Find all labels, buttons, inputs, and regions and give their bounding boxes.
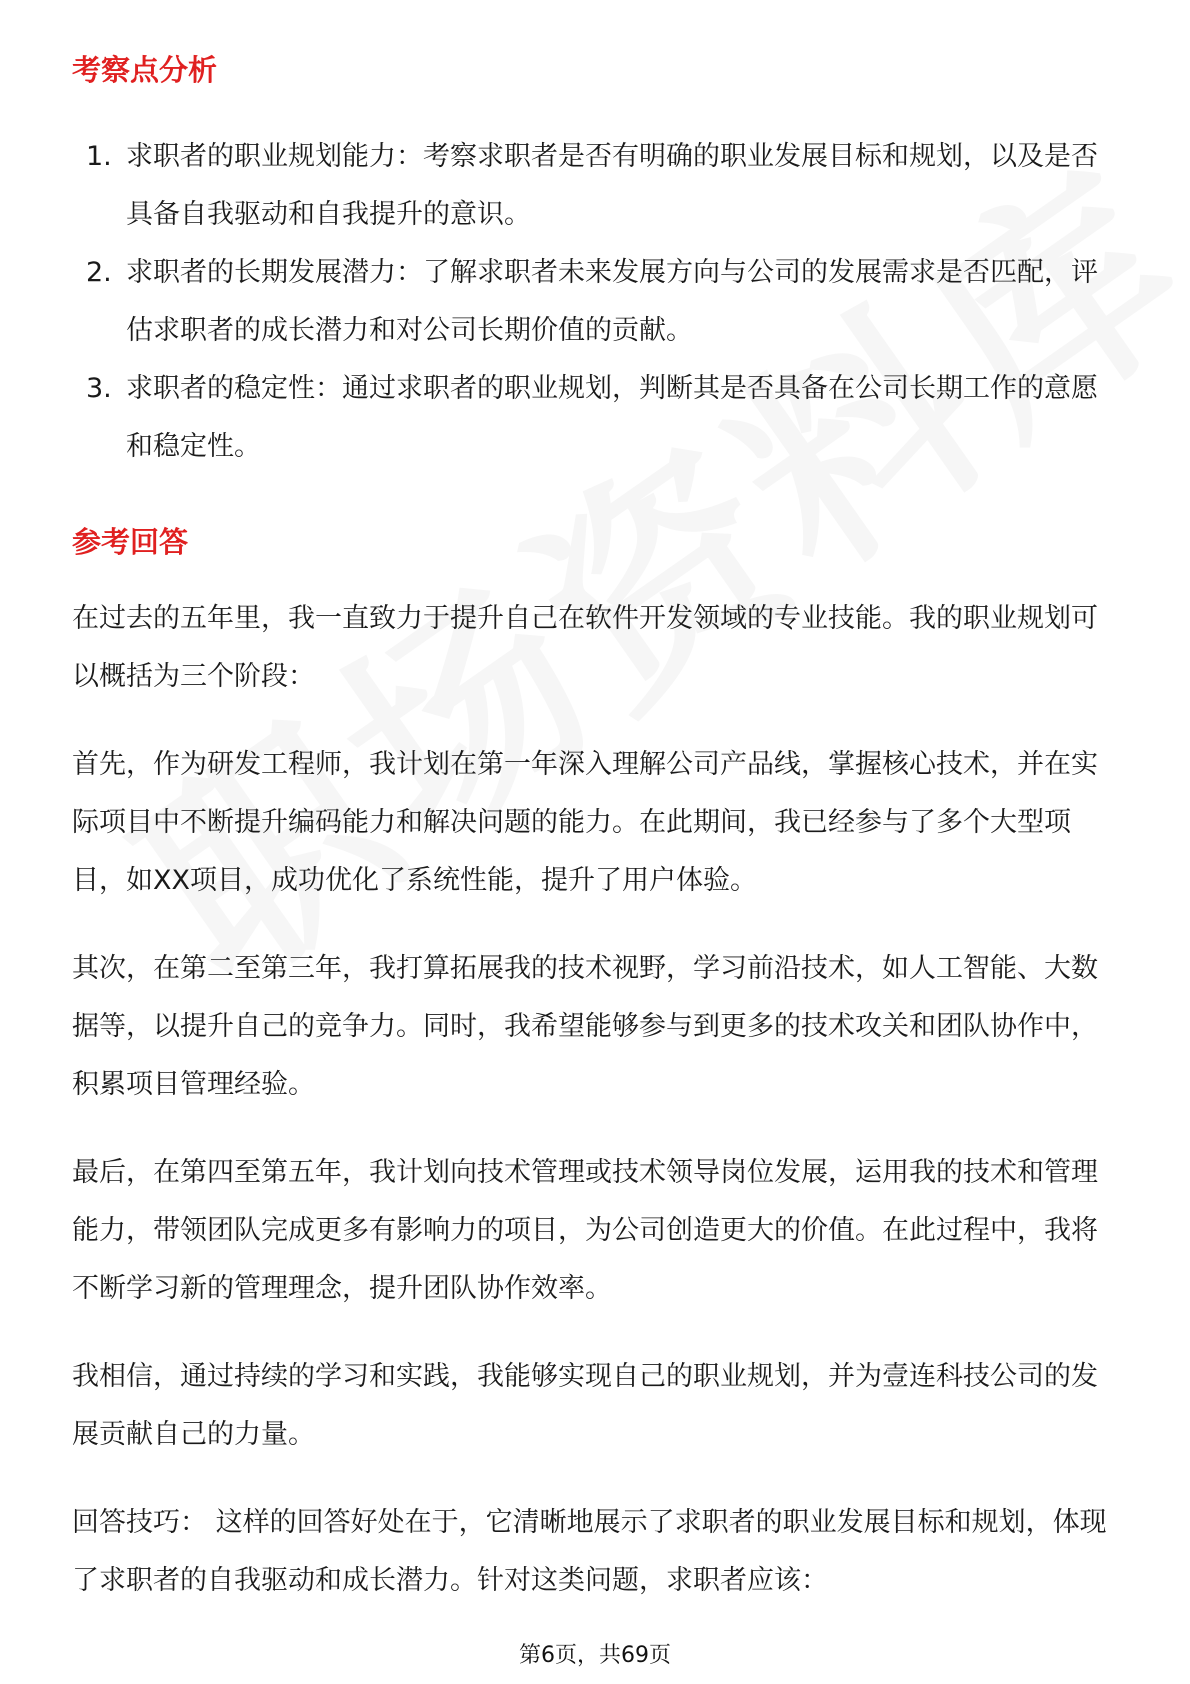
list-number: 2. [86, 257, 112, 288]
analysis-heading: 考察点分析 [72, 53, 218, 87]
list-number: 3. [86, 373, 112, 404]
answer-paragraph: 最后，在第四至第五年，我计划向技术管理或技术领导岗位发展，运用我的技术和管理能力，带领团队完成更多有影响力的项目，为公司创造更大的价值。在此过程中，我将不断学习新的管理理念，提升团队协作效率。 [72, 1157, 1098, 1304]
answer-paragraph: 其次，在第二至第三年，我打算拓展我的技术视野，学习前沿技术，如人工智能、大数据等，以提升自己的竞争力。同时，我希望能够参与到更多的技术攻关和团队协作中，积累项目管理经验。 [72, 953, 1098, 1100]
list-item-text: 求职者的稳定性：通过求职者的职业规划，判断其是否具备在公司长期工作的意愿和稳定性。 [126, 373, 1098, 462]
answer-paragraph: 首先，作为研发工程师，我计划在第一年深入理解公司产品线，掌握核心技术，并在实际项目中不断提升编码能力和解决问题的能力。在此期间，我已经参与了多个大型项目，如XX项目，成功优化了系统性能，提升了用户体验。 [72, 749, 1098, 896]
list-item [72, 360, 1122, 476]
list-item [72, 128, 1122, 244]
answer-paragraph: 我相信，通过持续的学习和实践，我能够实现自己的职业规划，并为壹连科技公司的发展贡献自己的力量。 [72, 1361, 1098, 1450]
analysis-list [72, 128, 1122, 476]
list-item-text: 求职者的职业规划能力：考察求职者是否有明确的职业发展目标和规划，以及是否具备自我驱动和自我提升的意识。 [126, 141, 1098, 230]
list-item [72, 244, 1122, 360]
page-content [72, 50, 1122, 1640]
answer-paragraph: 在过去的五年里，我一直致力于提升自己在软件开发领域的专业技能。我的职业规划可以概括为三个阶段： [72, 603, 1098, 692]
tips-paragraph: 回答技巧： 这样的回答好处在于，它清晰地展示了求职者的职业发展目标和规划，体现了求职者的自我驱动和成长潜力。针对这类问题，求职者应该： [72, 1507, 1107, 1596]
list-item-text: 求职者的长期发展潜力：了解求职者未来发展方向与公司的发展需求是否匹配，评估求职者的成长潜力和对公司长期价值的贡献。 [126, 257, 1098, 346]
answer-heading: 参考回答 [72, 525, 189, 559]
page-number: 第6页，共69页 [519, 1643, 671, 1668]
list-number: 1. [86, 141, 112, 172]
